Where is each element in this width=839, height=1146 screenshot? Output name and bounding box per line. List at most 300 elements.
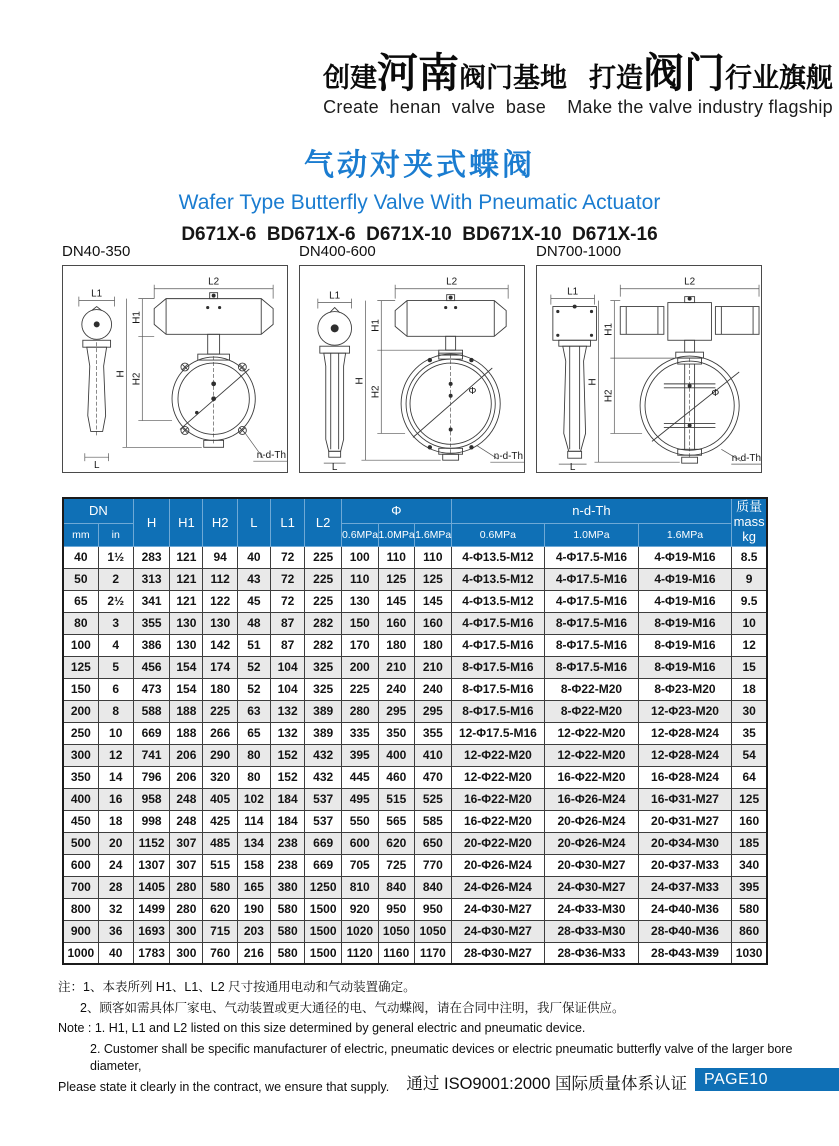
spec-cell: 432 xyxy=(305,744,342,766)
dim-label-h1: H1 xyxy=(370,319,382,332)
col-header-dn: DN xyxy=(63,498,133,523)
spec-cell: 16-Φ31-M27 xyxy=(638,788,732,810)
spec-row xyxy=(63,722,767,744)
note-cn-2: 2、顾客如需具体厂家电、气动装置或更大通径的电、气动蝶阀，请在合同中注明，我厂保证供应。 xyxy=(80,1000,625,1015)
spec-row xyxy=(63,810,767,832)
drawing-dn400-600 xyxy=(299,243,525,473)
spec-cell: 4-Φ17.5-M16 xyxy=(545,590,639,612)
spec-cell: 282 xyxy=(305,612,342,634)
dim-label-ndth: n-d-Th xyxy=(731,453,761,465)
spec-cell: 4-Φ13.5-M12 xyxy=(451,568,545,590)
spec-cell: 184 xyxy=(270,788,304,810)
col-header-ndth-16: 1.6MPa xyxy=(638,523,732,546)
spec-cell: 16-Φ26-M24 xyxy=(545,788,639,810)
spec-cell: 16-Φ22-M20 xyxy=(451,788,545,810)
spec-cell: 5 xyxy=(98,656,133,678)
spec-cell: 45 xyxy=(237,590,270,612)
spec-cell: 72 xyxy=(270,546,304,568)
dim-label-l1: L1 xyxy=(567,286,579,298)
spec-cell: 15 xyxy=(732,656,767,678)
spec-cell: 1050 xyxy=(378,920,415,942)
spec-cell: 9.5 xyxy=(732,590,767,612)
spec-cell: 515 xyxy=(378,788,415,810)
spec-cell: 100 xyxy=(63,634,98,656)
spec-cell: 206 xyxy=(170,766,203,788)
spec-table-header xyxy=(63,498,767,546)
banner-cn-part: 阀门基地 xyxy=(459,63,567,93)
spec-cell: 4-Φ19-M16 xyxy=(638,590,732,612)
spec-cell: 669 xyxy=(133,722,170,744)
spec-cell: 24-Φ37-M33 xyxy=(638,876,732,898)
col-header-ndth-10: 1.0MPa xyxy=(545,523,639,546)
col-header-l2: L2 xyxy=(305,498,342,546)
spec-cell: 240 xyxy=(378,678,415,700)
spec-cell: 160 xyxy=(415,612,452,634)
spec-cell: 355 xyxy=(133,612,170,634)
dim-label-h1: H1 xyxy=(603,323,615,336)
col-header-in: in xyxy=(98,523,133,546)
spec-cell: 130 xyxy=(341,590,378,612)
spec-table xyxy=(62,497,768,965)
spec-cell: 350 xyxy=(63,766,98,788)
spec-cell: 174 xyxy=(203,656,237,678)
spec-cell: 150 xyxy=(341,612,378,634)
spec-cell: 340 xyxy=(732,854,767,876)
drawing-dn40-350 xyxy=(62,243,288,473)
spec-cell: 10 xyxy=(732,612,767,634)
spec-cell: 225 xyxy=(305,568,342,590)
spec-cell: 10 xyxy=(98,722,133,744)
spec-table-wrap xyxy=(62,497,768,965)
spec-cell: 112 xyxy=(203,568,237,590)
spec-cell: 341 xyxy=(133,590,170,612)
spec-cell: 18 xyxy=(732,678,767,700)
valve-drawing-large xyxy=(537,266,761,472)
spec-cell: 450 xyxy=(63,810,98,832)
spec-row xyxy=(63,590,767,612)
spec-cell: 4-Φ17.5-M16 xyxy=(545,568,639,590)
spec-cell: 300 xyxy=(170,920,203,942)
spec-row xyxy=(63,832,767,854)
spec-cell: 225 xyxy=(305,590,342,612)
spec-cell: 950 xyxy=(415,898,452,920)
spec-cell: 80 xyxy=(237,744,270,766)
spec-cell: 121 xyxy=(170,546,203,568)
spec-cell: 32 xyxy=(98,898,133,920)
spec-cell: 20-Φ26-M24 xyxy=(451,854,545,876)
spec-cell: 395 xyxy=(732,876,767,898)
spec-cell: 14 xyxy=(98,766,133,788)
spec-cell: 180 xyxy=(203,678,237,700)
spec-cell: 18 xyxy=(98,810,133,832)
spec-cell: 102 xyxy=(237,788,270,810)
spec-cell: 280 xyxy=(341,700,378,722)
spec-cell: 122 xyxy=(203,590,237,612)
spec-cell: 142 xyxy=(203,634,237,656)
spec-cell: 4-Φ13.5-M12 xyxy=(451,546,545,568)
model-numbers: D671X-6 BD671X-6 D671X-10 BD671X-10 D671X-16 xyxy=(181,224,658,245)
spec-cell: 12-Φ22-M20 xyxy=(451,744,545,766)
col-header-l: L xyxy=(237,498,270,546)
dim-label-phi: Φ xyxy=(711,387,720,399)
spec-cell: 725 xyxy=(378,854,415,876)
spec-cell: 152 xyxy=(270,766,304,788)
dim-label-ndth: n-d-Th xyxy=(256,450,287,462)
spec-cell: 20-Φ30-M27 xyxy=(545,854,639,876)
spec-cell: 425 xyxy=(203,810,237,832)
spec-row xyxy=(63,546,767,568)
spec-cell: 266 xyxy=(203,722,237,744)
spec-cell: 132 xyxy=(270,700,304,722)
spec-cell: 715 xyxy=(203,920,237,942)
spec-cell: 72 xyxy=(270,568,304,590)
spec-cell: 4-Φ17.5-M16 xyxy=(451,634,545,656)
banner-cn-part: 打造 xyxy=(589,63,643,93)
spec-cell: 485 xyxy=(203,832,237,854)
spec-cell: 125 xyxy=(415,568,452,590)
spec-cell: 180 xyxy=(378,634,415,656)
spec-cell: 130 xyxy=(170,612,203,634)
spec-cell: 206 xyxy=(170,744,203,766)
page-title-en: Wafer Type Butterfly Valve With Pneumatic Actuator xyxy=(178,191,661,214)
spec-row xyxy=(63,854,767,876)
spec-cell: 28 xyxy=(98,876,133,898)
mass-label-cn: 质量 xyxy=(736,499,763,514)
spec-cell: 210 xyxy=(415,656,452,678)
spec-cell: 320 xyxy=(203,766,237,788)
spec-cell: 580 xyxy=(270,942,304,964)
spec-cell: 515 xyxy=(203,854,237,876)
spec-cell: 24-Φ33-M30 xyxy=(545,898,639,920)
spec-cell: 40 xyxy=(98,942,133,964)
spec-cell: 160 xyxy=(732,810,767,832)
col-header-h1: H1 xyxy=(170,498,203,546)
col-header-l1: L1 xyxy=(270,498,304,546)
spec-cell: 432 xyxy=(305,766,342,788)
dim-label-h: H xyxy=(115,370,127,378)
spec-cell: 40 xyxy=(63,546,98,568)
spec-cell: 80 xyxy=(237,766,270,788)
spec-cell: 210 xyxy=(378,656,415,678)
spec-cell: 16-Φ22-M20 xyxy=(451,810,545,832)
drawing-frame xyxy=(299,265,525,473)
spec-cell: 400 xyxy=(378,744,415,766)
title-block xyxy=(0,140,839,246)
spec-row xyxy=(63,766,767,788)
spec-cell: 280 xyxy=(170,876,203,898)
spec-cell: 8-Φ17.5-M16 xyxy=(545,612,639,634)
spec-cell: 4-Φ17.5-M16 xyxy=(545,546,639,568)
spec-cell: 87 xyxy=(270,612,304,634)
spec-cell: 16-Φ22-M20 xyxy=(545,766,639,788)
spec-cell: 1170 xyxy=(415,942,452,964)
spec-cell: 600 xyxy=(63,854,98,876)
spec-cell: 705 xyxy=(341,854,378,876)
col-header-phi-16: 1.6MPa xyxy=(415,523,452,546)
spec-cell: 20 xyxy=(98,832,133,854)
spec-cell: 8-Φ17.5-M16 xyxy=(545,656,639,678)
spec-cell: 154 xyxy=(170,656,203,678)
spec-cell: 8-Φ22-M20 xyxy=(545,700,639,722)
spec-cell: 200 xyxy=(341,656,378,678)
dim-label-h2: H2 xyxy=(603,389,615,403)
spec-cell: 28-Φ40-M36 xyxy=(638,920,732,942)
dim-label-l2: L2 xyxy=(208,276,220,288)
spec-cell: 65 xyxy=(237,722,270,744)
spec-cell: 20-Φ34-M30 xyxy=(638,832,732,854)
page-title-cn: 气动对夹式蝶阀 xyxy=(304,149,535,182)
spec-cell: 30 xyxy=(732,700,767,722)
spec-cell: 1030 xyxy=(732,942,767,964)
spec-cell: 216 xyxy=(237,942,270,964)
spec-cell: 386 xyxy=(133,634,170,656)
spec-cell: 28-Φ36-M33 xyxy=(545,942,639,964)
spec-cell: 1050 xyxy=(415,920,452,942)
spec-cell: 8-Φ17.5-M16 xyxy=(545,634,639,656)
spec-cell: 12-Φ28-M24 xyxy=(638,722,732,744)
spec-cell: 12-Φ22-M20 xyxy=(545,722,639,744)
spec-cell: 4-Φ13.5-M12 xyxy=(451,590,545,612)
spec-cell: 240 xyxy=(415,678,452,700)
note-en-3: Please state it clearly in the contract, we ensure that supply. xyxy=(58,1079,390,1094)
spec-cell: 796 xyxy=(133,766,170,788)
spec-cell: 28-Φ43-M39 xyxy=(638,942,732,964)
col-header-phi: Φ xyxy=(341,498,451,523)
spec-cell: 1499 xyxy=(133,898,170,920)
spec-cell: 537 xyxy=(305,810,342,832)
spec-cell: 72 xyxy=(270,590,304,612)
spec-cell: 1120 xyxy=(341,942,378,964)
spec-cell: 110 xyxy=(341,568,378,590)
spec-cell: 1250 xyxy=(305,876,342,898)
spec-cell: 150 xyxy=(63,678,98,700)
spec-cell: 495 xyxy=(341,788,378,810)
spec-cell: 12-Φ17.5-M16 xyxy=(451,722,545,744)
spec-cell: 335 xyxy=(341,722,378,744)
spec-cell: 810 xyxy=(341,876,378,898)
banner-cn-part: 创建 xyxy=(323,63,377,93)
spec-cell: 1152 xyxy=(133,832,170,854)
col-header-ndth: n-d-Th xyxy=(451,498,732,523)
spec-cell: 238 xyxy=(270,832,304,854)
spec-cell: 121 xyxy=(170,590,203,612)
spec-cell: 28-Φ33-M30 xyxy=(545,920,639,942)
spec-cell: 400 xyxy=(63,788,98,810)
spec-cell: 456 xyxy=(133,656,170,678)
spec-cell: 537 xyxy=(305,788,342,810)
spec-cell: 16-Φ28-M24 xyxy=(638,766,732,788)
dim-label-l1: L1 xyxy=(329,290,341,302)
spec-cell: 580 xyxy=(732,898,767,920)
spec-cell: 20-Φ37-M33 xyxy=(638,854,732,876)
spec-cell: 225 xyxy=(203,700,237,722)
spec-cell: 525 xyxy=(415,788,452,810)
drawings-row xyxy=(62,243,762,473)
spec-cell: 565 xyxy=(378,810,415,832)
dim-label-phi: Φ xyxy=(468,385,477,397)
spec-cell: 620 xyxy=(203,898,237,920)
spec-cell: 200 xyxy=(63,700,98,722)
mass-label-unit: kg xyxy=(742,528,756,544)
spec-cell: 28-Φ30-M27 xyxy=(451,942,545,964)
spec-cell: 190 xyxy=(237,898,270,920)
spec-cell: 24 xyxy=(98,854,133,876)
spec-cell: 4 xyxy=(98,634,133,656)
spec-cell: 184 xyxy=(270,810,304,832)
spec-cell: 1020 xyxy=(341,920,378,942)
spec-cell: 295 xyxy=(415,700,452,722)
dim-label-l: L xyxy=(93,460,100,472)
col-header-phi-06: 0.6MPa xyxy=(341,523,378,546)
spec-cell: 24-Φ30-M27 xyxy=(451,898,545,920)
spec-cell: 295 xyxy=(378,700,415,722)
spec-cell: 24-Φ26-M24 xyxy=(451,876,545,898)
spec-cell: 248 xyxy=(170,810,203,832)
spec-cell: 998 xyxy=(133,810,170,832)
dim-label-h2: H2 xyxy=(370,385,382,399)
spec-cell: 8 xyxy=(98,700,133,722)
spec-cell: 24-Φ30-M27 xyxy=(451,920,545,942)
spec-cell: 12-Φ23-M20 xyxy=(638,700,732,722)
drawing-caption: DN40-350 xyxy=(62,243,131,260)
dim-label-h: H xyxy=(587,378,599,386)
spec-cell: 134 xyxy=(237,832,270,854)
spec-row xyxy=(63,634,767,656)
spec-cell: 470 xyxy=(415,766,452,788)
spec-cell: 36 xyxy=(98,920,133,942)
spec-cell: 650 xyxy=(415,832,452,854)
page-number-badge: PAGE10 xyxy=(695,1068,839,1091)
spec-cell: 63 xyxy=(237,700,270,722)
spec-cell: 282 xyxy=(305,634,342,656)
spec-cell: 225 xyxy=(341,678,378,700)
spec-cell: 307 xyxy=(170,854,203,876)
spec-cell: 12-Φ22-M20 xyxy=(545,744,639,766)
spec-cell: 16 xyxy=(98,788,133,810)
page-footer xyxy=(0,1068,839,1092)
spec-cell: 325 xyxy=(305,656,342,678)
spec-cell: 950 xyxy=(378,898,415,920)
spec-cell: 405 xyxy=(203,788,237,810)
spec-cell: 125 xyxy=(732,788,767,810)
spec-cell: 51 xyxy=(237,634,270,656)
spec-cell: 800 xyxy=(63,898,98,920)
dim-label-l: L xyxy=(331,462,338,472)
valve-drawing-medium xyxy=(300,266,524,472)
spec-cell: 145 xyxy=(378,590,415,612)
spec-cell: 40 xyxy=(237,546,270,568)
spec-cell: 145 xyxy=(415,590,452,612)
valve-drawing-small xyxy=(63,266,287,472)
spec-row xyxy=(63,612,767,634)
spec-cell: 1500 xyxy=(305,920,342,942)
spec-cell: 180 xyxy=(415,634,452,656)
spec-cell: 125 xyxy=(63,656,98,678)
spec-cell: 6 xyxy=(98,678,133,700)
spec-cell: 8-Φ19-M16 xyxy=(638,656,732,678)
spec-cell: 473 xyxy=(133,678,170,700)
spec-cell: 290 xyxy=(203,744,237,766)
spec-cell: 35 xyxy=(732,722,767,744)
spec-cell: 152 xyxy=(270,744,304,766)
col-header-mass xyxy=(732,498,767,546)
spec-cell: 65 xyxy=(63,590,98,612)
spec-cell: 52 xyxy=(237,678,270,700)
spec-cell: 20-Φ31-M27 xyxy=(638,810,732,832)
spec-row xyxy=(63,656,767,678)
spec-cell: 121 xyxy=(170,568,203,590)
spec-cell: 110 xyxy=(378,546,415,568)
iso-certification-text: 通过 ISO9001:2000 国际质量体系认证 xyxy=(406,1075,687,1093)
spec-cell: 700 xyxy=(63,876,98,898)
spec-cell: 580 xyxy=(203,876,237,898)
spec-cell: 132 xyxy=(270,722,304,744)
spec-row xyxy=(63,744,767,766)
spec-cell: 620 xyxy=(378,832,415,854)
dim-label-l2: L2 xyxy=(446,276,458,288)
spec-cell: 840 xyxy=(378,876,415,898)
spec-cell: 1500 xyxy=(305,898,342,920)
spec-cell: 280 xyxy=(170,898,203,920)
col-header-ndth-06: 0.6MPa xyxy=(451,523,545,546)
spec-cell: 307 xyxy=(170,832,203,854)
spec-cell: 20-Φ26-M24 xyxy=(545,810,639,832)
spec-cell: 445 xyxy=(341,766,378,788)
spec-cell: 12 xyxy=(98,744,133,766)
spec-cell: 900 xyxy=(63,920,98,942)
drawing-dn700-1000 xyxy=(536,243,762,473)
spec-cell: 130 xyxy=(203,612,237,634)
spec-cell: 355 xyxy=(415,722,452,744)
col-header-phi-10: 1.0MPa xyxy=(378,523,415,546)
spec-cell: 8-Φ23-M20 xyxy=(638,678,732,700)
spec-cell: 958 xyxy=(133,788,170,810)
spec-cell: 4-Φ19-M16 xyxy=(638,546,732,568)
drawing-frame xyxy=(62,265,288,473)
spec-cell: 114 xyxy=(237,810,270,832)
spec-cell: 165 xyxy=(237,876,270,898)
spec-cell: 8-Φ19-M16 xyxy=(638,612,732,634)
note-en-1: Note : 1. H1, L1 and L2 listed on this size determined by general electric and pneumatic device. xyxy=(58,1021,586,1035)
spec-cell: 580 xyxy=(270,898,304,920)
spec-cell: 500 xyxy=(63,832,98,854)
dim-label-l2: L2 xyxy=(684,276,696,288)
col-header-h: H xyxy=(133,498,170,546)
spec-cell: 188 xyxy=(170,722,203,744)
banner-cn-emphasis: 阀门 xyxy=(643,50,725,96)
drawing-caption: DN700-1000 xyxy=(536,243,622,260)
spec-cell: 585 xyxy=(415,810,452,832)
spec-cell: 760 xyxy=(203,942,237,964)
spec-cell: 48 xyxy=(237,612,270,634)
spec-cell: 24-Φ30-M27 xyxy=(545,876,639,898)
spec-cell: 4-Φ19-M16 xyxy=(638,568,732,590)
spec-cell: 104 xyxy=(270,656,304,678)
banner-cn-part: 行业旗舰 xyxy=(725,63,833,93)
spec-cell: 313 xyxy=(133,568,170,590)
spec-cell: 2 xyxy=(98,568,133,590)
dim-label-h1: H1 xyxy=(131,311,143,324)
drawing-caption: DN400-600 xyxy=(299,243,376,260)
spec-cell: 1693 xyxy=(133,920,170,942)
spec-cell: 350 xyxy=(378,722,415,744)
spec-cell: 1405 xyxy=(133,876,170,898)
spec-cell: 170 xyxy=(341,634,378,656)
banner-slogan-cn xyxy=(323,52,833,95)
spec-cell: 460 xyxy=(378,766,415,788)
spec-cell: 669 xyxy=(305,854,342,876)
spec-cell: 250 xyxy=(63,722,98,744)
